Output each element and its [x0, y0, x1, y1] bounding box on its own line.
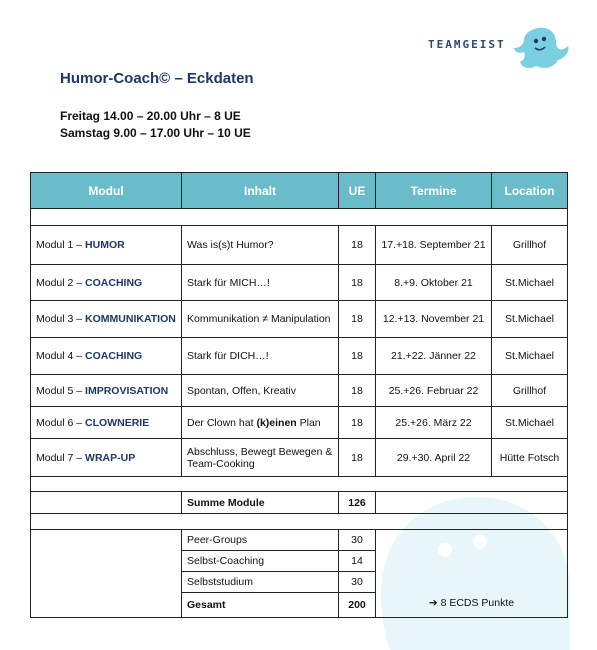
summe-row [31, 492, 568, 514]
location-cell: Grillhof [492, 375, 568, 407]
termine-cell: 8.+9. Oktober 21 [376, 265, 492, 301]
modul-prefix: Modul 6 – [36, 416, 86, 429]
termine-cell: 25.+26. Februar 22 [376, 375, 492, 407]
ghost-logo-icon [510, 24, 572, 72]
modul-name: KOMMUNIKATION [85, 313, 176, 325]
header-termine: Termine [376, 173, 492, 209]
modul-name: HUMOR [85, 239, 125, 251]
schedule-line-saturday: Samstag 9.00 – 17.00 Uhr – 10 UE [60, 126, 251, 140]
table-row [31, 407, 568, 439]
summe-value: 126 [339, 492, 376, 514]
ue-cell: 18 [339, 375, 376, 407]
summe-label: Summe Module [182, 492, 339, 514]
modul-prefix: Modul 1 – [36, 239, 86, 251]
modul-name: WRAP-UP [85, 451, 136, 464]
extras-value: 14 [339, 551, 376, 572]
modul-cell [31, 226, 182, 265]
extras-label: Selbststudium [182, 572, 339, 593]
termine-cell: 25.+26. März 22 [376, 407, 492, 439]
module-table [30, 172, 568, 618]
location-cell: Grillhof [492, 226, 568, 265]
spacer-row [31, 514, 568, 530]
location-cell: St.Michael [492, 338, 568, 375]
gesamt-label: Gesamt [182, 593, 339, 618]
header-inhalt: Inhalt [182, 173, 339, 209]
inhalt-text: Plan [296, 416, 321, 429]
modul-cell [31, 301, 182, 338]
inhalt-cell: Was is(s)t Humor? [182, 226, 339, 265]
gesamt-value: 200 [339, 593, 376, 618]
table-row [31, 301, 568, 338]
modul-name: COACHING [85, 350, 143, 362]
ue-cell: 18 [339, 226, 376, 265]
ecds-cell [376, 530, 568, 618]
schedule-block [60, 108, 251, 142]
spacer-row [31, 209, 568, 226]
modul-name: CLOWNERIE [85, 416, 150, 429]
spacer-row [31, 477, 568, 492]
header-ue: UE [339, 173, 376, 209]
modul-prefix: Modul 3 – [36, 313, 86, 325]
modul-cell [31, 338, 182, 375]
location-cell: St.Michael [492, 301, 568, 338]
schedule-line-friday: Freitag 14.00 – 20.00 Uhr – 8 UE [60, 109, 241, 123]
table-row [31, 439, 568, 477]
ue-cell: 18 [339, 301, 376, 338]
inhalt-cell: Kommunikation ≠ Manipulation [182, 301, 339, 338]
ecds-text: ➔ 8 ECDS Punkte [428, 597, 515, 609]
modul-name: COACHING [85, 276, 143, 289]
extras-row [31, 530, 568, 551]
modul-cell [31, 439, 182, 477]
location-cell: St.Michael [492, 265, 568, 301]
modul-prefix: Modul 2 – [36, 276, 86, 289]
inhalt-cell [182, 407, 339, 439]
table-row [31, 338, 568, 375]
inhalt-cell: Abschluss, Bewegt Bewegen & Team-Cooking [182, 439, 339, 477]
modul-prefix: Modul 4 – [36, 350, 86, 362]
header-modul: Modul [31, 173, 182, 209]
table-row [31, 226, 568, 265]
termine-cell: 17.+18. September 21 [376, 226, 492, 265]
inhalt-cell: Spontan, Offen, Kreativ [182, 375, 339, 407]
inhalt-cell: Stark für MICH…! [182, 265, 339, 301]
header-location: Location [492, 173, 568, 209]
extras-label: Selbst-Coaching [182, 551, 339, 572]
modul-prefix: Modul 7 – [36, 451, 86, 464]
brand-wordmark: TEAMGEIST [428, 38, 506, 51]
modul-prefix: Modul 5 – [36, 384, 86, 397]
modul-name: IMPROVISATION [85, 384, 169, 397]
modul-cell [31, 407, 182, 439]
termine-cell: 21.+22. Jänner 22 [376, 338, 492, 375]
location-cell: Hütte Fotsch [492, 439, 568, 477]
ue-cell: 18 [339, 407, 376, 439]
inhalt-cell: Stark für DICH…! [182, 338, 339, 375]
extras-value: 30 [339, 572, 376, 593]
table-row [31, 375, 568, 407]
termine-cell: 12.+13. November 21 [376, 301, 492, 338]
termine-cell: 29.+30. April 22 [376, 439, 492, 477]
location-cell: St.Michael [492, 407, 568, 439]
extras-value: 30 [339, 530, 376, 551]
document-title: Humor-Coach© – Eckdaten [60, 70, 254, 87]
modul-cell [31, 375, 182, 407]
inhalt-emphasis: (k)einen [256, 416, 297, 429]
ue-cell: 18 [339, 265, 376, 301]
ue-cell: 18 [339, 338, 376, 375]
inhalt-text: Der Clown hat [187, 416, 257, 429]
table-header-row [31, 173, 568, 209]
ue-cell: 18 [339, 439, 376, 477]
table-row [31, 265, 568, 301]
modul-cell [31, 265, 182, 301]
extras-label: Peer-Groups [182, 530, 339, 551]
